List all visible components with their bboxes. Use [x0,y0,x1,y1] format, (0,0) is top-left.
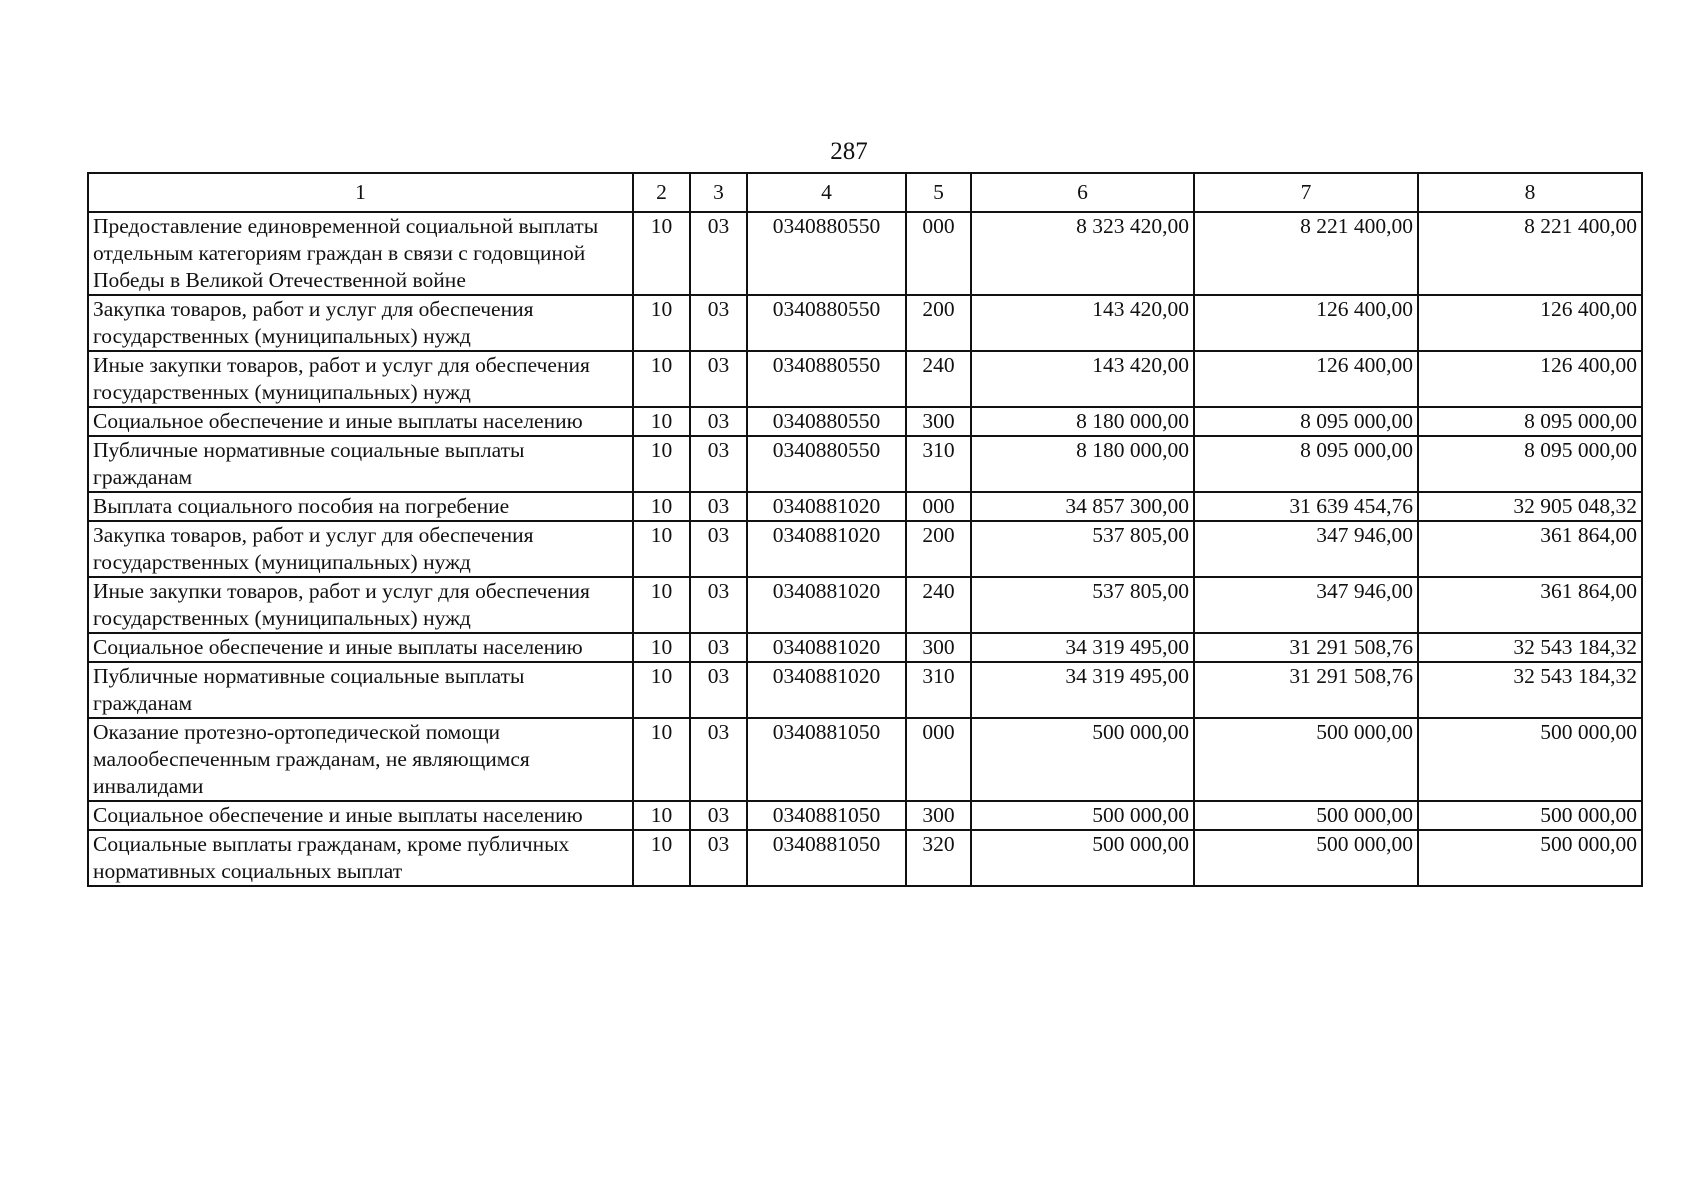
cell-amount-col8: 32 543 184,32 [1418,633,1642,662]
cell-amount-col7: 347 946,00 [1194,521,1418,577]
cell-section: 10 [633,577,690,633]
cell-expense-type: 000 [906,212,971,295]
cell-amount-col6: 500 000,00 [971,830,1194,886]
cell-description: Закупка товаров, работ и услуг для обеспечения государственных (муниципальных) нужд [88,295,633,351]
cell-amount-col7: 31 639 454,76 [1194,492,1418,521]
cell-amount-col8: 126 400,00 [1418,351,1642,407]
page-number: 287 [830,138,868,165]
table-row [88,830,1642,886]
cell-expense-type: 000 [906,492,971,521]
cell-amount-col7: 126 400,00 [1194,351,1418,407]
table-row [88,718,1642,801]
table-row [88,521,1642,577]
cell-amount-col8: 32 905 048,32 [1418,492,1642,521]
cell-amount-col6: 8 323 420,00 [971,212,1194,295]
cell-target-article: 0340881050 [747,718,906,801]
cell-amount-col8: 361 864,00 [1418,577,1642,633]
cell-amount-col7: 126 400,00 [1194,295,1418,351]
cell-section: 10 [633,407,690,436]
cell-expense-type: 200 [906,295,971,351]
cell-subsection: 03 [690,521,747,577]
cell-amount-col6: 143 420,00 [971,295,1194,351]
cell-expense-type: 240 [906,351,971,407]
cell-amount-col6: 34 319 495,00 [971,662,1194,718]
cell-amount-col8: 500 000,00 [1418,830,1642,886]
header-cell: 2 [633,173,690,212]
table-row [88,436,1642,492]
table-row [88,633,1642,662]
cell-amount-col8: 32 543 184,32 [1418,662,1642,718]
header-cell: 3 [690,173,747,212]
cell-target-article: 0340880550 [747,295,906,351]
header-cell: 8 [1418,173,1642,212]
cell-section: 10 [633,633,690,662]
cell-amount-col6: 537 805,00 [971,577,1194,633]
cell-description: Иные закупки товаров, работ и услуг для обеспечения государственных (муниципальных) нужд [88,577,633,633]
cell-amount-col7: 347 946,00 [1194,577,1418,633]
cell-amount-col6: 8 180 000,00 [971,436,1194,492]
table-row [88,212,1642,295]
cell-target-article: 0340881020 [747,662,906,718]
cell-expense-type: 320 [906,830,971,886]
cell-amount-col7: 8 221 400,00 [1194,212,1418,295]
cell-target-article: 0340881020 [747,633,906,662]
cell-section: 10 [633,662,690,718]
cell-target-article: 0340880550 [747,212,906,295]
cell-amount-col7: 500 000,00 [1194,801,1418,830]
table-row [88,577,1642,633]
cell-description: Предоставление единовременной социальной выплаты отдельным категориям граждан в связи с годовщиной Победы в Великой Отечественной войне [88,212,633,295]
header-cell: 1 [88,173,633,212]
cell-subsection: 03 [690,577,747,633]
cell-target-article: 0340880550 [747,436,906,492]
cell-section: 10 [633,492,690,521]
cell-description: Публичные нормативные социальные выплаты гражданам [88,436,633,492]
cell-amount-col6: 8 180 000,00 [971,407,1194,436]
cell-section: 10 [633,801,690,830]
cell-description: Социальные выплаты гражданам, кроме публичных нормативных социальных выплат [88,830,633,886]
header-cell: 4 [747,173,906,212]
cell-amount-col7: 500 000,00 [1194,718,1418,801]
cell-amount-col7: 8 095 000,00 [1194,436,1418,492]
budget-table [87,172,1643,887]
cell-section: 10 [633,436,690,492]
cell-subsection: 03 [690,718,747,801]
cell-description: Социальное обеспечение и иные выплаты населению [88,407,633,436]
cell-description: Публичные нормативные социальные выплаты гражданам [88,662,633,718]
header-cell: 5 [906,173,971,212]
cell-amount-col6: 34 319 495,00 [971,633,1194,662]
cell-amount-col8: 126 400,00 [1418,295,1642,351]
cell-target-article: 0340881020 [747,492,906,521]
cell-description: Социальное обеспечение и иные выплаты населению [88,633,633,662]
cell-expense-type: 300 [906,633,971,662]
cell-subsection: 03 [690,212,747,295]
cell-subsection: 03 [690,351,747,407]
cell-subsection: 03 [690,492,747,521]
cell-amount-col8: 361 864,00 [1418,521,1642,577]
cell-subsection: 03 [690,633,747,662]
table-row [88,407,1642,436]
cell-section: 10 [633,718,690,801]
cell-expense-type: 200 [906,521,971,577]
cell-amount-col8: 500 000,00 [1418,801,1642,830]
cell-section: 10 [633,830,690,886]
header-cell: 6 [971,173,1194,212]
cell-expense-type: 310 [906,662,971,718]
cell-description: Иные закупки товаров, работ и услуг для обеспечения государственных (муниципальных) нужд [88,351,633,407]
cell-subsection: 03 [690,801,747,830]
cell-expense-type: 310 [906,436,971,492]
cell-amount-col8: 500 000,00 [1418,718,1642,801]
cell-target-article: 0340881020 [747,521,906,577]
cell-amount-col8: 8 095 000,00 [1418,436,1642,492]
cell-target-article: 0340881050 [747,801,906,830]
cell-target-article: 0340880550 [747,407,906,436]
cell-subsection: 03 [690,662,747,718]
cell-target-article: 0340880550 [747,351,906,407]
cell-amount-col7: 8 095 000,00 [1194,407,1418,436]
header-row [88,173,1642,212]
cell-expense-type: 000 [906,718,971,801]
cell-amount-col6: 143 420,00 [971,351,1194,407]
cell-section: 10 [633,521,690,577]
cell-expense-type: 300 [906,407,971,436]
cell-amount-col8: 8 221 400,00 [1418,212,1642,295]
cell-description: Выплата социального пособия на погребение [88,492,633,521]
cell-target-article: 0340881020 [747,577,906,633]
cell-section: 10 [633,351,690,407]
cell-amount-col8: 8 095 000,00 [1418,407,1642,436]
table-row [88,662,1642,718]
cell-amount-col6: 537 805,00 [971,521,1194,577]
cell-expense-type: 300 [906,801,971,830]
cell-subsection: 03 [690,830,747,886]
cell-amount-col7: 31 291 508,76 [1194,662,1418,718]
cell-amount-col6: 500 000,00 [971,718,1194,801]
cell-amount-col7: 31 291 508,76 [1194,633,1418,662]
cell-description: Оказание протезно-ортопедической помощи малообеспеченным гражданам, не являющимся инвалидами [88,718,633,801]
table-body [88,212,1642,886]
cell-amount-col6: 500 000,00 [971,801,1194,830]
cell-section: 10 [633,212,690,295]
table-row [88,351,1642,407]
table-row [88,801,1642,830]
cell-expense-type: 240 [906,577,971,633]
table-row [88,492,1642,521]
cell-subsection: 03 [690,436,747,492]
cell-section: 10 [633,295,690,351]
header-cell: 7 [1194,173,1418,212]
cell-description: Социальное обеспечение и иные выплаты населению [88,801,633,830]
cell-description: Закупка товаров, работ и услуг для обеспечения государственных (муниципальных) нужд [88,521,633,577]
cell-subsection: 03 [690,407,747,436]
cell-amount-col6: 34 857 300,00 [971,492,1194,521]
cell-subsection: 03 [690,295,747,351]
table-row [88,295,1642,351]
cell-amount-col7: 500 000,00 [1194,830,1418,886]
cell-target-article: 0340881050 [747,830,906,886]
